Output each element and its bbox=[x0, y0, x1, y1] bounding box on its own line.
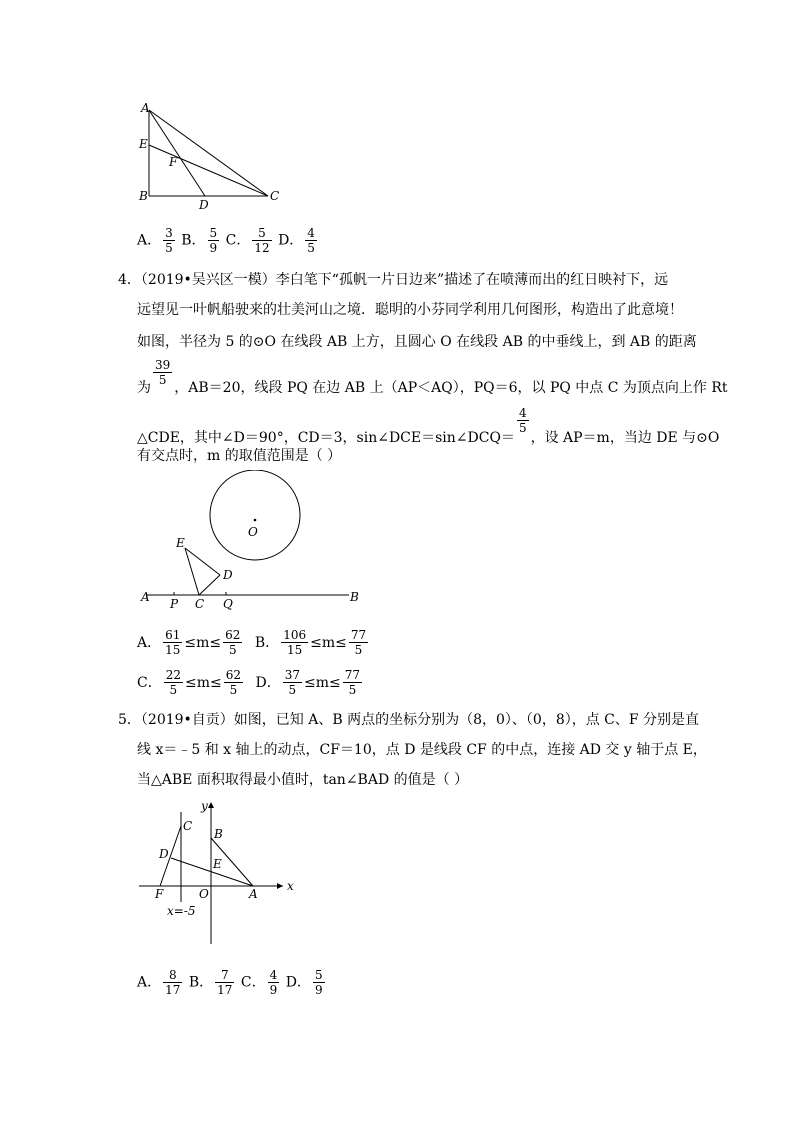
q4-line-5-pre: △CDE，其中∠D＝90°，CD＝3，sin∠DCE＝sin∠DCQ＝ bbox=[137, 430, 515, 446]
segment-dc bbox=[199, 575, 220, 595]
label-x: x bbox=[287, 879, 294, 893]
label-d: D bbox=[223, 568, 233, 582]
q5-line-3: 当△ABE 面积取得最小值时，tan∠BAD 的值是（ ） bbox=[137, 772, 469, 788]
q4-option-a: A． $\frac{61}{15}$ ≤m≤ $\frac{62}{5}$ bbox=[137, 628, 241, 657]
label-b: B bbox=[350, 590, 359, 604]
q5-option-c-fraction: $\frac{4}{9}$ bbox=[269, 968, 278, 997]
q5-option-d-fraction: $\frac{5}{9}$ bbox=[314, 968, 323, 997]
q4-option-b: B． $\frac{106}{15}$ ≤m≤ $\frac{77}{5}$ bbox=[254, 628, 367, 657]
option-b-fraction: $\frac{5}{9}$ bbox=[209, 226, 218, 255]
label-e: E bbox=[176, 536, 185, 550]
option-a-letter: A． bbox=[137, 232, 162, 249]
label-c: C bbox=[270, 189, 280, 203]
label-c: C bbox=[183, 819, 193, 833]
segment-ad bbox=[149, 110, 205, 196]
label-a: A bbox=[141, 101, 150, 115]
q5-option-a-fraction: $\frac{8}{17}$ bbox=[165, 968, 181, 997]
q3-options bbox=[137, 226, 319, 255]
q5-option-a-letter: A． bbox=[137, 974, 162, 991]
q4-distance-fraction: $\frac{39}{5}$ bbox=[155, 358, 171, 387]
q4-option-c: C． $\frac{22}{5}$ ≤m≤ $\frac{62}{5}$ bbox=[137, 668, 242, 697]
q5-line-1: 5．（2019•自贡）如图，已知 A、B 两点的坐标分别为（8，0）、（0，8），点 C、F 分别是直 bbox=[118, 712, 700, 728]
q4-line-4-pre: 为 bbox=[137, 380, 151, 396]
segment-ce bbox=[185, 548, 199, 595]
label-f: F bbox=[169, 155, 178, 169]
x-axis-arrow bbox=[277, 883, 283, 889]
option-a-fraction: $\frac{3}{5}$ bbox=[165, 226, 173, 255]
label-o: O bbox=[199, 887, 209, 901]
coordinate-figure bbox=[135, 798, 305, 948]
triangle-figure-1 bbox=[135, 98, 295, 213]
label-d: D bbox=[199, 198, 209, 212]
q4-line-3: 如图，半径为 5 的⊙O 在线段 AB 上方，且圆心 O 在线段 AB 的中垂线上，到 AB 的距离 bbox=[137, 334, 697, 350]
q4-option-d: D． $\frac{37}{5}$ ≤m≤ $\frac{77}{5}$ bbox=[255, 668, 361, 697]
label-o: O bbox=[248, 525, 258, 539]
label-p: P bbox=[170, 597, 179, 611]
option-c-letter: C． bbox=[225, 232, 251, 249]
q4-line-5-post: ，设 AP＝m，当边 DE 与⊙O bbox=[530, 430, 720, 446]
option-b-letter: B． bbox=[181, 232, 206, 249]
circle-triangle-figure bbox=[135, 470, 375, 615]
label-d: D bbox=[159, 847, 169, 861]
q4-line-1: 4．（2019•吴兴区一模）李白笔下“孤帆一片日边来”描述了在喷薄而出的红日映衬下，远 bbox=[118, 272, 669, 288]
q4-line-2: 远望见一叶帆船驶来的壮美河山之境．聪明的小芬同学利用几何图形，构造出了此意境！ bbox=[137, 302, 683, 318]
label-c: C bbox=[195, 597, 205, 611]
q4-sin-fraction: $\frac{4}{5}$ bbox=[518, 406, 527, 435]
label-y: y bbox=[201, 799, 208, 813]
label-a: A bbox=[141, 590, 150, 604]
label-x-eq: x=-5 bbox=[167, 904, 196, 918]
label-f: F bbox=[155, 887, 164, 901]
circle-o bbox=[210, 470, 300, 560]
q5-option-b-letter: B． bbox=[188, 974, 214, 991]
option-d-letter: D． bbox=[278, 232, 304, 249]
q4-line-6: 有交点时，m 的取值范围是（ ） bbox=[137, 448, 342, 464]
q4-options-row-1 bbox=[137, 628, 370, 657]
label-b: B bbox=[139, 189, 148, 203]
y-axis-arrow bbox=[208, 802, 214, 808]
label-a: A bbox=[249, 887, 258, 901]
label-q: Q bbox=[223, 597, 233, 611]
segment-ed bbox=[185, 548, 220, 575]
q5-option-c-letter: C． bbox=[240, 974, 266, 991]
q4-line-4-post: ，AB＝20，线段 PQ 在边 AB 上（AP＜AQ），PQ＝6，以 PQ 中点 C 为顶点向上作 Rt bbox=[174, 380, 728, 396]
q4-line-5 bbox=[137, 406, 719, 448]
label-e: E bbox=[213, 857, 222, 871]
option-c-fraction: $\frac{5}{12}$ bbox=[254, 226, 270, 255]
label-e: E bbox=[139, 137, 148, 151]
q4-line-4 bbox=[137, 358, 728, 398]
q5-option-b-fraction: $\frac{7}{17}$ bbox=[217, 968, 233, 997]
option-d-fraction: $\frac{4}{5}$ bbox=[307, 226, 315, 255]
q4-options-row-2 bbox=[137, 668, 364, 697]
label-b: B bbox=[214, 827, 223, 841]
q5-line-2: 线 x＝﹣5 和 x 轴上的动点，CF＝10，点 D 是线段 CF 的中点，连接 AD 交 y 轴于点 E， bbox=[137, 742, 707, 758]
center-point-o bbox=[254, 519, 257, 522]
q5-option-d-letter: D． bbox=[285, 974, 311, 991]
q5-options bbox=[137, 968, 327, 997]
